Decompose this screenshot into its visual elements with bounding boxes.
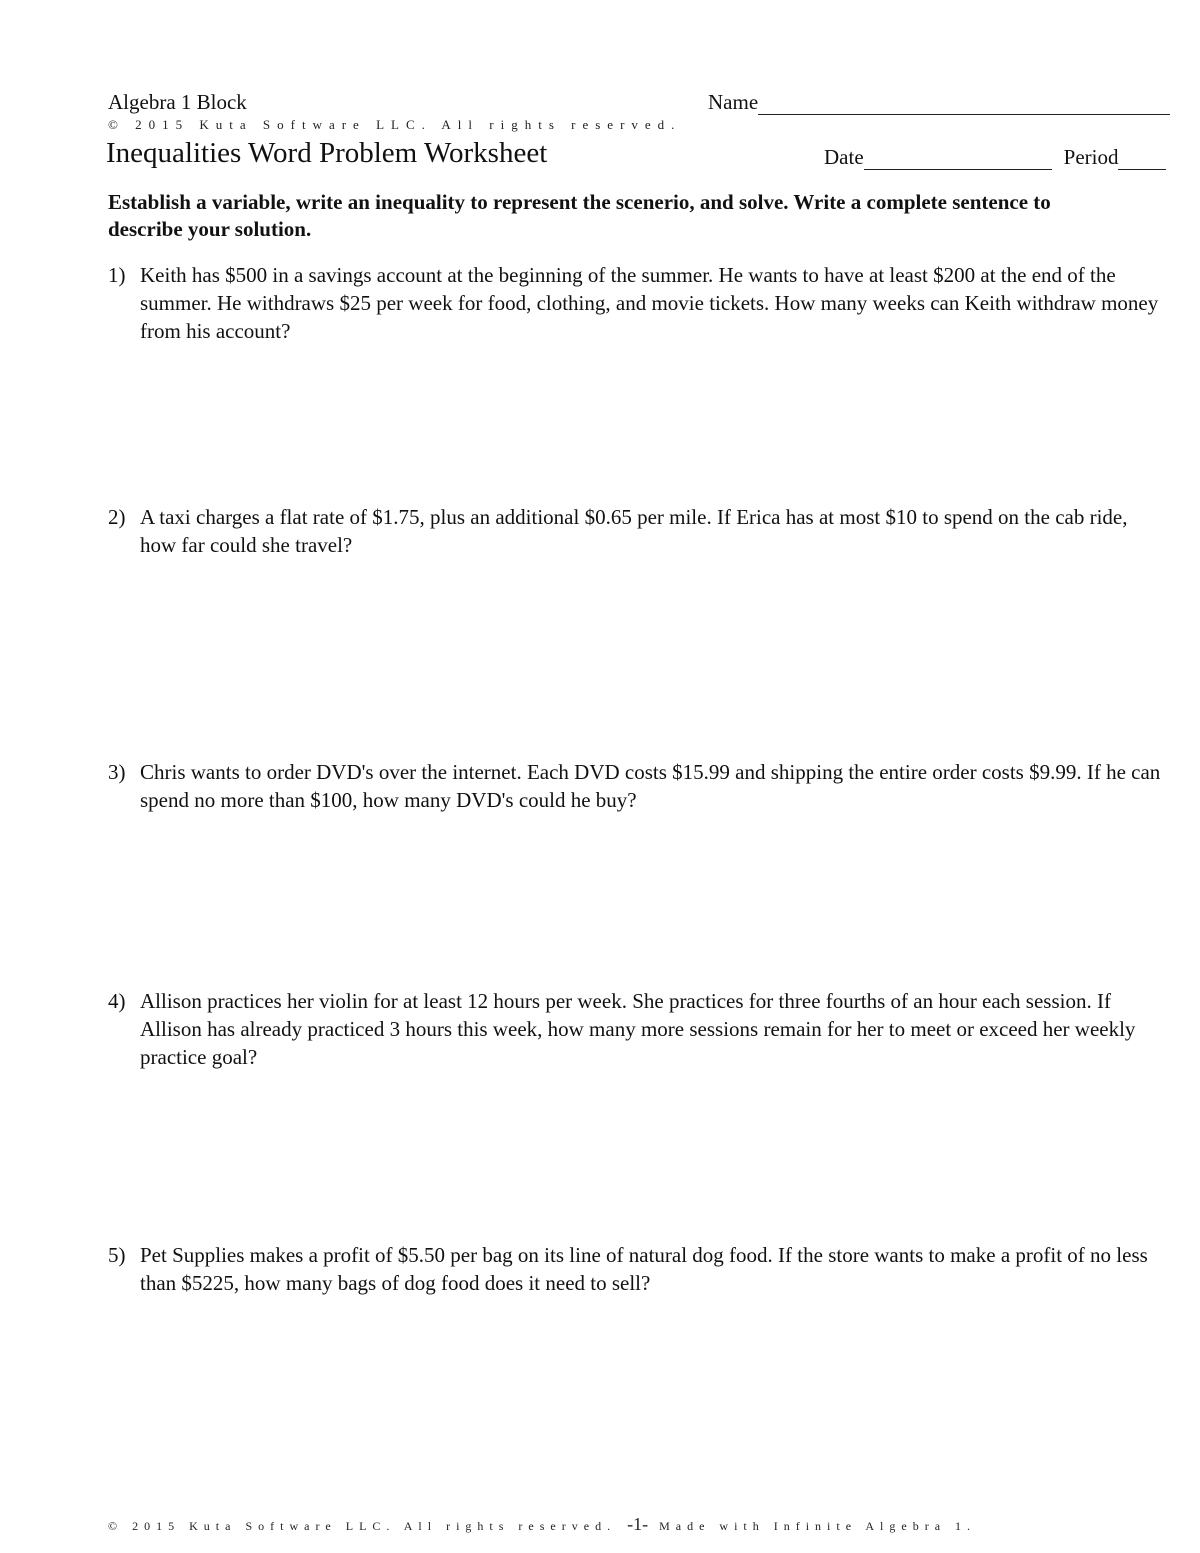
problem-3 [108,758,1168,814]
name-label: Name [708,90,759,114]
problem-4 [108,987,1168,1071]
problem-5 [108,1241,1168,1297]
problem-text: Chris wants to order DVD's over the internet. Each DVD costs $15.99 and shipping the entire order costs $9.99. If he can spend no more than $100, how many DVD's could he buy? [140,760,1161,812]
problem-number: 3) [108,760,126,784]
instructions: Establish a variable, write an inequality to represent the scenerio, and solve. Write a complete sentence to describe your solution. [108,190,1051,241]
problem-number: 2) [108,505,126,529]
date-blank-line[interactable] [864,149,1052,170]
problem-number: 5) [108,1243,126,1267]
date-label: Date [824,145,864,169]
problem-number: 4) [108,989,126,1013]
period-blank-line[interactable] [1118,149,1166,170]
problem-1 [108,261,1168,345]
name-field [708,90,1170,115]
problem-text: A taxi charges a flat rate of $1.75, plus an additional $0.65 per mile. If Erica has at most $10 to spend on the cab ride, how far could she travel? [140,505,1128,557]
footer-made-with: Made with Infinite Algebra 1. [659,1519,977,1533]
page-number: -1- [627,1514,649,1534]
problem-number: 1) [108,263,126,287]
date-period-fields [824,145,1166,170]
problem-text: Pet Supplies makes a profit of $5.50 per bag on its line of natural dog food. If the store wants to make a profit of no less than $5225, how many bags of dog food does it need to sell? [140,1243,1148,1295]
problem-text: Keith has $500 in a savings account at the beginning of the summer. He wants to have at least $200 at the end of the summer. He withdraws $25 per week for food, clothing, and movie tickets. How many weeks can Keith withdraw money from his account? [140,263,1159,343]
problem-text: Allison practices her violin for at least 12 hours per week. She practices for three fourths of an hour each session. If Allison has already practiced 3 hours this week, how many more sessions remain for her to meet or exceed her weekly practice goal? [140,989,1136,1069]
problem-2 [108,503,1168,559]
name-blank-line[interactable] [758,94,1170,115]
footer-copyright: © 2015 Kuta Software LLC. All rights reserved. [108,1519,617,1533]
period-label: Period [1063,145,1119,169]
page-footer [108,1514,976,1535]
header-copyright: © 2015 Kuta Software LLC. All rights reserved. [108,117,682,132]
course-label: Algebra 1 Block [108,90,247,114]
worksheet-title: Inequalities Word Problem Worksheet [106,137,548,169]
